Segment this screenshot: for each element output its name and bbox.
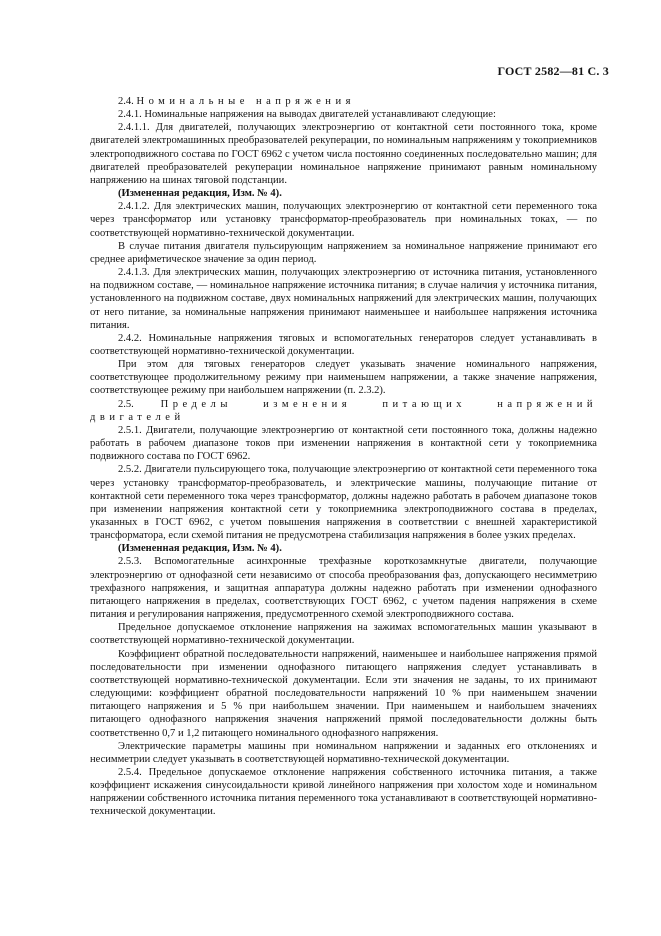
document-body <box>90 95 597 819</box>
section-heading-2-4 <box>90 95 597 108</box>
paragraph: 2.4.1.2. Для электрических машин, получающих электроэнергию от контактной сети переменного тока через трансформатор или установку трансформатор-преобразователь при номинальных токах, — по соответствующей нормативно-технической документации. <box>90 201 597 239</box>
edit-note: (Измененная редакция, Изм. № 4). <box>118 188 282 200</box>
paragraph: Предельное допускаемое отклонение напряжения на зажимах вспомогательных машин указывают в соответствующей нормативно-технической документации. <box>90 622 597 647</box>
edit-note: (Измененная редакция, Изм. № 4). <box>118 543 282 555</box>
paragraph: 2.4.1.1. Для двигателей, получающих электроэнергию от контактной сети постоянного тока, кроме двигателей электромашинных преобразователей рекуперации, по номинальным напряжениям у токоприемников электроподвижного состава по ГОСТ 6962 с учетом числа постоянно соединенных последовательно машин; для двигателей преобразователей рекуперации номинальное напряжение принимают равным номинальному напряжению на шинах тяговой подстанции. <box>90 122 597 186</box>
paragraph: 2.4.1. Номинальные напряжения на выводах двигателей устанавливают следующие: <box>118 109 496 121</box>
section-number: 2.4. <box>118 96 134 107</box>
section-title: Пределы изменения питающих напряжений двигателей <box>90 398 597 423</box>
page-header: ГОСТ 2582—81 С. 3 <box>497 64 609 78</box>
paragraph: 2.5.3. Вспомогательные асинхронные трехфазные короткозамкнутые двигатели, получающие электроэнергию от однофазной сети независимо от способа преобразования фаз, допускающего несимметрию трехфазного напряжения, и защитная аппаратура должны надежно работать при изменении однофазного питающего напряжения в пределах, соответствующих ГОСТ 6962, с учетом падения напряжения в схеме питания и регулирования напряжения, предусмотренного схемой электроподвижного состава. <box>90 556 597 621</box>
paragraph: Коэффициент обратной последовательности напряжений, наименьшее и наибольшее напряжения прямой последовательности при изменении однофазного питающего напряжения следует устанавливать в соответствующей нормативно-технической документации. Если эти значения не заданы, то их принимают следующими: коэффициент обратной последовательности напряжений 10 % при наименьшем значении питающего напряжения и 5 % при наибольшем значении. При наименьшем и наибольшем значениях питающего однофазного напряжения значения напряжений прямой последовательности должны быть соответственно 0,7 и 1,2 питающего номинального однофазного напряжения. <box>90 648 597 739</box>
paragraph: 2.4.2. Номинальные напряжения тяговых и вспомогательных генераторов следует устанавливать в соответствующей нормативно-технической документации. <box>90 332 597 357</box>
paragraph: 2.5.2. Двигатели пульсирующего тока, получающие электроэнергию от контактной сети переменного тока через установку трансформатор-преобразователь, и электрические машины, получающие питание от контактной сети переменного тока через трансформатор, должны надежно работать в рабочем диапазоне токов при изменении напряжения контактной сети у токоприемника электроподвижного состава в пределах, указанных в ГОСТ 6962, с учетом повышения напряжения в соответствии с внешней характеристикой трансформатора, если схемой питания не предусмотрена стабилизация напряжения в более узких пределах. <box>90 464 597 542</box>
section-heading-2-5 <box>90 398 597 424</box>
paragraph: 2.5.4. Предельное допускаемое отклонение напряжения собственного источника питания, а также коэффициент искажения синусоидальности кривой линейного напряжения при холостом ходе и номинальном напряжении собственного источника питания переменного тока устанавливают в соответствующей нормативно-технической документации. <box>90 766 597 818</box>
section-title: Номинальные напряжения <box>136 96 355 107</box>
paragraph: 2.5.1. Двигатели, получающие электроэнергию от контактной сети постоянного тока, должны надежно работать в рабочем диапазоне токов при изменении напряжения в контактной сети у токоприемника подвижного состава по ГОСТ 6962. <box>90 424 597 463</box>
paragraph: При этом для тяговых генераторов следует указывать значение номинального напряжения, соответствующее продолжительному режиму при наименьшем напряжении, а также значение напряжения, соответствующее режиму при наибольшем напряжении (п. 2.3.2). <box>90 359 597 397</box>
section-number: 2.5. <box>118 398 134 410</box>
paragraph: В случае питания двигателя пульсирующим напряжением за номинальное напряжение принимают его среднее арифметическое значение за один период. <box>90 240 597 265</box>
paragraph: Электрические параметры машины при номинальном напряжении и заданных его отклонениях и несимметрии следует указывать в соответствующей нормативно-технической документации. <box>90 740 597 765</box>
paragraph: 2.4.1.3. Для электрических машин, получающих электроэнергию от источника питания, установленного на подвижном составе, — номинальное напряжение источника питания; в случае наличия у источника питания, установленного на подвижном составе, двух номинальных напряжений для электрических машин, получающих от него питание, за номинальные напряжения принимают наименьшее и наибольшее напряжения источника питания. <box>90 267 597 331</box>
